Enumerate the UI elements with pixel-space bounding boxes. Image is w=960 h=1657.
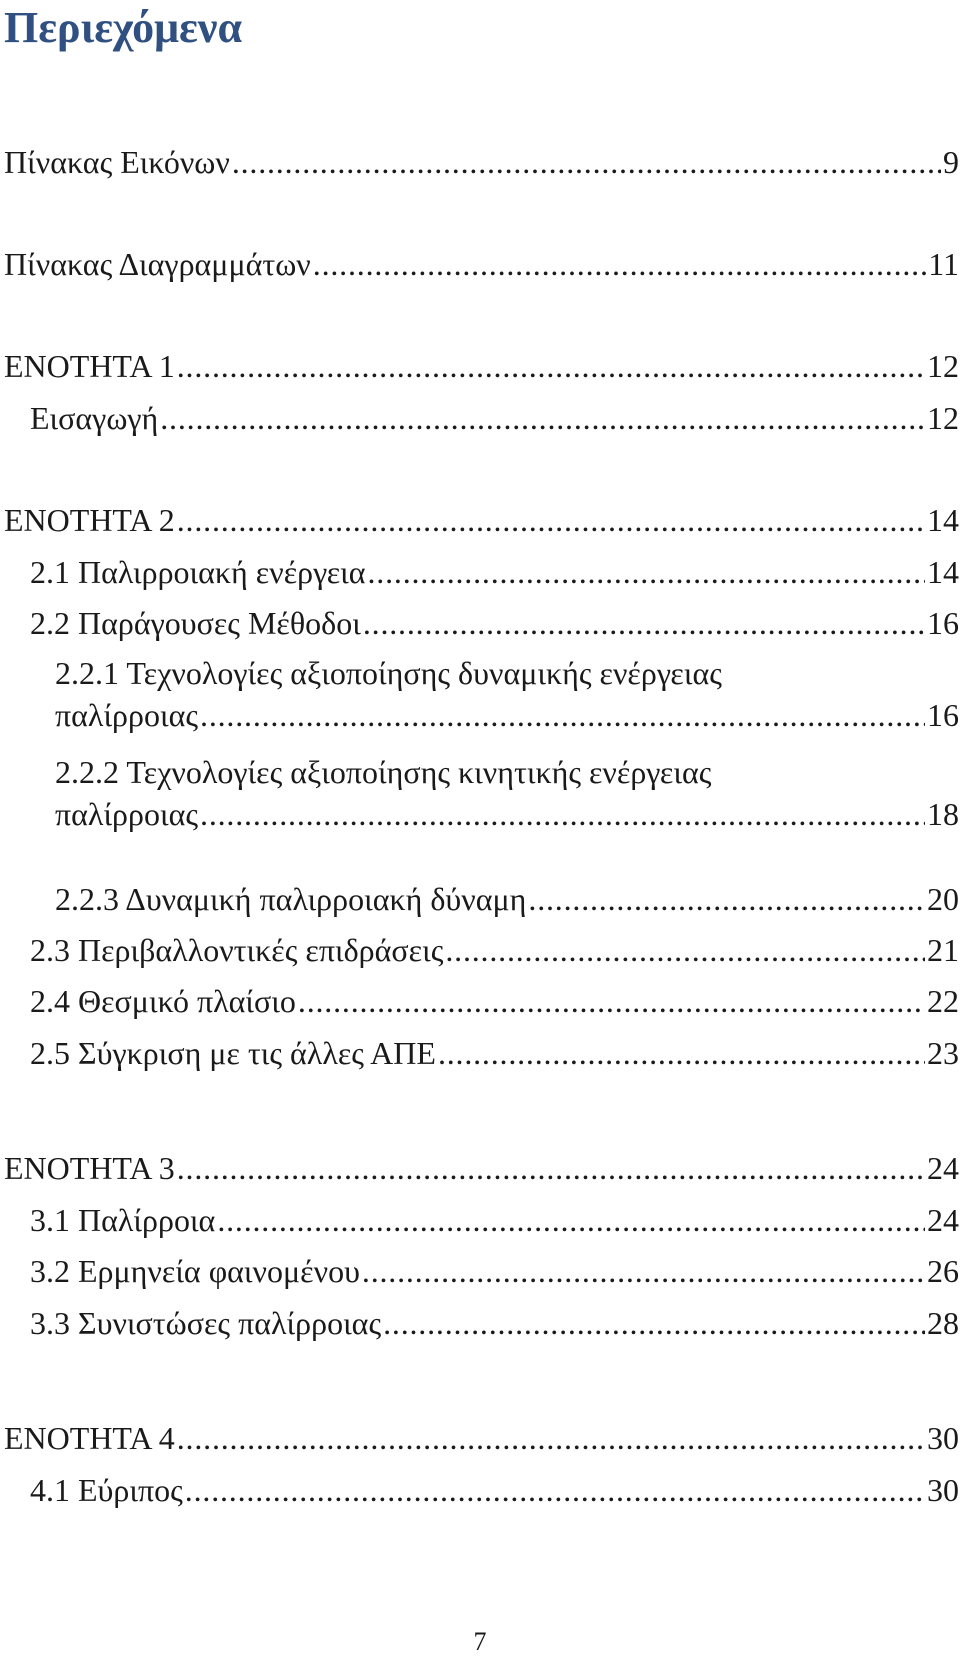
toc-entry-page: 12 xyxy=(927,348,959,384)
dot-leader xyxy=(177,1148,925,1188)
toc-entry-2-2-1[interactable] xyxy=(55,651,959,735)
dot-leader xyxy=(383,1303,925,1343)
toc-entry-text: 3.1 Παλίρροια xyxy=(30,1202,216,1238)
toc-entry-page: 22 xyxy=(927,983,959,1019)
toc-entry-page: 21 xyxy=(927,932,959,968)
toc-entry-list-of-diagrams[interactable] xyxy=(4,244,959,284)
toc-entry-page: 30 xyxy=(927,1420,959,1456)
dot-leader xyxy=(200,695,925,735)
toc-entry-2-2-2[interactable] xyxy=(55,750,959,834)
toc-entry-page: 9 xyxy=(943,144,959,180)
dot-leader xyxy=(298,981,925,1021)
dot-leader xyxy=(217,1200,925,1240)
toc-entry-text: 4.1 Εύριπος xyxy=(30,1472,183,1508)
toc-entry-text: 2.2.3 Δυναμική παλιρροιακή δύναμη xyxy=(55,881,527,917)
toc-entry-section-2[interactable] xyxy=(4,500,959,540)
toc-entry-3-1[interactable] xyxy=(30,1200,959,1240)
toc-entry-2-2[interactable] xyxy=(30,603,959,643)
toc-entry-page: 11 xyxy=(928,246,959,282)
toc-entry-page: 16 xyxy=(927,697,959,733)
toc-entry-text: Πίνακας Εικόνων xyxy=(4,144,230,180)
toc-entry-section-3[interactable] xyxy=(4,1148,959,1188)
toc-entry-section-1[interactable] xyxy=(4,346,959,386)
toc-entry-page: 18 xyxy=(927,796,959,832)
dot-leader xyxy=(160,398,925,438)
toc-entry-4-1[interactable] xyxy=(30,1470,959,1510)
toc-entry-3-2[interactable] xyxy=(30,1251,959,1291)
toc-entry-2-5[interactable] xyxy=(30,1033,959,1073)
toc-entry-text: 2.5 Σύγκριση με τις άλλες ΑΠΕ xyxy=(30,1035,436,1071)
toc-entry-page: 24 xyxy=(927,1202,959,1238)
toc-entry-list-of-figures[interactable] xyxy=(4,142,959,182)
toc-entry-text: ΕΝΟΤΗΤΑ 2 xyxy=(4,502,175,538)
toc-entry-text-continued: παλίρροιας xyxy=(55,697,199,733)
toc-entry-text: 2.4 Θεσμικό πλαίσιο xyxy=(30,983,296,1019)
toc-entry-text: 2.2.2 Τεχνολογίες αξιοποίησης κινητικής ενέργειας xyxy=(55,754,712,790)
toc-entry-text: 2.2.1 Τεχνολογίες αξιοποίησης δυναμικής ενέργειας xyxy=(55,655,722,691)
toc-entry-text: ΕΝΟΤΗΤΑ 1 xyxy=(4,348,175,384)
toc-entry-text: 2.1 Παλιρροιακή ενέργεια xyxy=(30,554,366,590)
toc-entry-text: 2.3 Περιβαλλοντικές επιδράσεις xyxy=(30,932,444,968)
toc-entry-text: ΕΝΟΤΗΤΑ 4 xyxy=(4,1420,175,1456)
toc-title: Περιεχόμενα xyxy=(4,3,243,52)
toc-entry-text: 3.3 Συνιστώσες παλίρροιας xyxy=(30,1305,382,1341)
dot-leader xyxy=(177,1418,925,1458)
toc-entry-2-4[interactable] xyxy=(30,981,959,1021)
dot-leader xyxy=(232,142,941,182)
dot-leader xyxy=(438,1033,925,1073)
toc-entry-text: 3.2 Ερμηνεία φαινομένου xyxy=(30,1253,360,1289)
dot-leader xyxy=(528,879,925,919)
toc-entry-text-continued: παλίρροιας xyxy=(55,796,199,832)
dot-leader xyxy=(445,930,925,970)
dot-leader xyxy=(185,1470,925,1510)
toc-entry-2-2-3[interactable] xyxy=(55,879,959,919)
toc-entry-3-3[interactable] xyxy=(30,1303,959,1343)
toc-entry-text: Εισαγωγή xyxy=(30,400,159,436)
toc-entry-page: 12 xyxy=(927,400,959,436)
toc-entry-page: 23 xyxy=(927,1035,959,1071)
toc-entry-page: 14 xyxy=(927,502,959,538)
toc-entry-text: 2.2 Παράγουσες Μέθοδοι xyxy=(30,605,361,641)
toc-entry-2-1[interactable] xyxy=(30,552,959,592)
toc-entry-page: 28 xyxy=(927,1305,959,1341)
toc-entry-2-3[interactable] xyxy=(30,930,959,970)
dot-leader xyxy=(313,244,926,284)
toc-entry-page: 26 xyxy=(927,1253,959,1289)
toc-entry-section-4[interactable] xyxy=(4,1418,959,1458)
dot-leader xyxy=(362,1251,925,1291)
toc-entry-page: 30 xyxy=(927,1472,959,1508)
dot-leader xyxy=(177,346,925,386)
dot-leader xyxy=(363,603,925,643)
toc-entry-text: Πίνακας Διαγραμμάτων xyxy=(4,246,311,282)
toc-entry-text: ΕΝΟΤΗΤΑ 3 xyxy=(4,1150,175,1186)
dot-leader xyxy=(200,794,925,834)
dot-leader xyxy=(368,552,926,592)
toc-entry-page: 20 xyxy=(927,881,959,917)
toc-entry-introduction[interactable] xyxy=(30,398,959,438)
toc-entry-page: 14 xyxy=(927,554,959,590)
page-number: 7 xyxy=(473,1627,487,1656)
toc-entry-page: 16 xyxy=(927,605,959,641)
toc-entry-page: 24 xyxy=(927,1150,959,1186)
dot-leader xyxy=(177,500,925,540)
